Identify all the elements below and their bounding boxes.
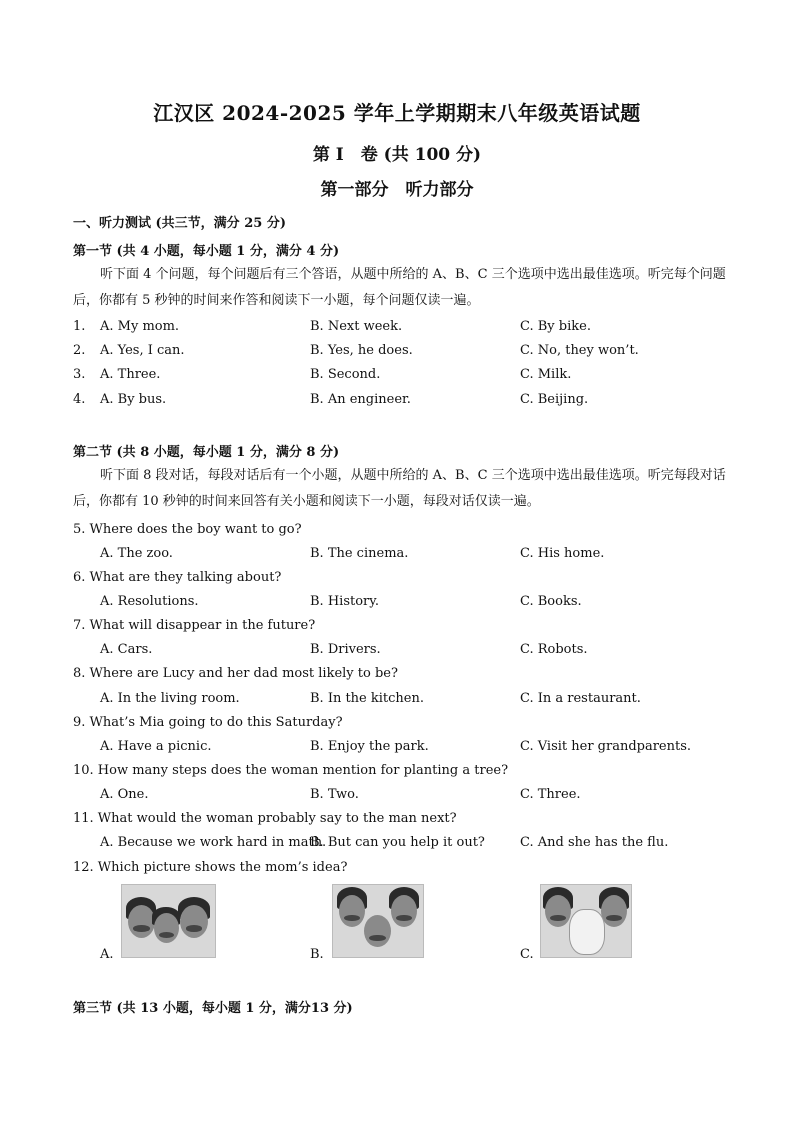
picture-label-a: A. (100, 947, 114, 962)
section-listening-heading: 一、听力测试 (共三节，满分 25 分) (73, 216, 286, 231)
question-text: 5. Where does the boy want to go? (73, 522, 302, 537)
options-row (73, 642, 733, 662)
question-number: 1. (73, 319, 86, 334)
option-a: A. Three. (100, 367, 161, 382)
question-row (73, 392, 733, 412)
question-number: 2. (73, 343, 86, 358)
option-b: B. An engineer. (310, 392, 411, 407)
child-face (601, 895, 627, 927)
option-a: A. By bus. (100, 392, 167, 407)
question-text: 7. What will disappear in the future? (73, 618, 316, 633)
question-row (73, 319, 733, 339)
dog-picture (569, 909, 605, 955)
options-row (73, 594, 733, 614)
option-b: B. Next week. (310, 319, 403, 334)
option-b: B. Drivers. (310, 642, 381, 657)
question-number: 3. (73, 367, 86, 382)
option-c: C. Books. (520, 594, 582, 609)
option-c: C. Three. (520, 787, 581, 802)
section1-instructions: 听下面 4 个问题，每个问题后有三个答语，从题中所给的 A、B、C 三个选项中选出最佳选项。听完每个问题后，你都有 5 秒钟的时间来作答和阅读下一小题，每个问题仅读一遍。 (73, 267, 726, 308)
question-text: 9. What’s Mia going to do this Saturday? (73, 715, 343, 730)
options-row (73, 691, 733, 711)
options-row (73, 787, 733, 807)
option-c: C. His home. (520, 546, 605, 561)
section2-heading: 第二节 (共 8 小题，每小题 1 分，满分 8 分) (73, 445, 340, 460)
child-face (391, 895, 417, 927)
option-c: C. And she has the flu. (520, 835, 669, 850)
question-text: 12. Which picture shows the mom’s idea? (73, 860, 348, 875)
option-b: B. But can you help it out? (310, 835, 485, 850)
section1-heading: 第一节 (共 4 小题，每小题 1 分，满分 4 分) (73, 244, 340, 259)
option-a: A. Cars. (100, 642, 153, 657)
part-heading: 第一部分 听力部分 (320, 180, 474, 200)
question-text: 11. What would the woman probably say to the man next? (73, 811, 457, 826)
option-c: C. Visit her grandparents. (520, 739, 692, 754)
option-b: B. Enjoy the park. (310, 739, 429, 754)
option-a: A. In the living room. (100, 691, 240, 706)
options-row (73, 739, 733, 759)
option-c: C. By bike. (520, 319, 591, 334)
baby-face (154, 913, 179, 943)
option-c: C. In a restaurant. (520, 691, 641, 706)
picture-option-c (540, 884, 632, 958)
option-b: B. In the kitchen. (310, 691, 424, 706)
child-face (545, 895, 571, 927)
section2-instructions: 听下面 8 段对话，每段对话后有一个小题，从题中所给的 A、B、C 三个选项中选出最佳选项。听完每段对话后，你都有 10 秒钟的时间来回答有关小题和阅读下一小题，每段对话仅读一遍。 (73, 468, 726, 509)
option-a: A. Because we work hard in math. (100, 835, 327, 850)
option-c: C. Robots. (520, 642, 588, 657)
option-a: A. Have a picnic. (100, 739, 212, 754)
option-c: C. Milk. (520, 367, 572, 382)
option-a: A. The zoo. (100, 546, 173, 561)
child-face (128, 905, 155, 938)
exam-title: 江汉区 2024-2025 学年上学期期末八年级英语试题 (153, 101, 641, 125)
child-face (339, 895, 365, 927)
question-text: 6. What are they talking about? (73, 570, 282, 585)
baby-face (364, 915, 391, 947)
options-row (73, 546, 733, 566)
option-c: C. Beijing. (520, 392, 589, 407)
picture-option-a (121, 884, 216, 958)
question-row (73, 343, 733, 363)
option-a: A. My mom. (100, 319, 180, 334)
question-number: 4. (73, 392, 86, 407)
question-row (73, 367, 733, 387)
section3-heading: 第三节 (共 13 小题，每小题 1 分，满分13 分) (73, 1001, 353, 1016)
option-a: A. One. (100, 787, 149, 802)
option-b: B. Second. (310, 367, 381, 382)
option-b: B. Yes, he does. (310, 343, 413, 358)
option-b: B. History. (310, 594, 379, 609)
picture-label-c: C. (520, 947, 534, 962)
question-text: 8. Where are Lucy and her dad most likely to be? (73, 666, 398, 681)
child-face (180, 905, 208, 938)
option-a: A. Resolutions. (100, 594, 199, 609)
option-c: C. No, they won’t. (520, 343, 639, 358)
picture-option-b (332, 884, 424, 958)
option-b: B. The cinema. (310, 546, 409, 561)
volume-heading: 第 I 卷 (共 100 分) (312, 145, 482, 165)
options-row (73, 835, 733, 855)
option-b: B. Two. (310, 787, 359, 802)
option-a: A. Yes, I can. (100, 343, 185, 358)
picture-label-b: B. (310, 947, 324, 962)
question-text: 10. How many steps does the woman mention for planting a tree? (73, 763, 509, 778)
